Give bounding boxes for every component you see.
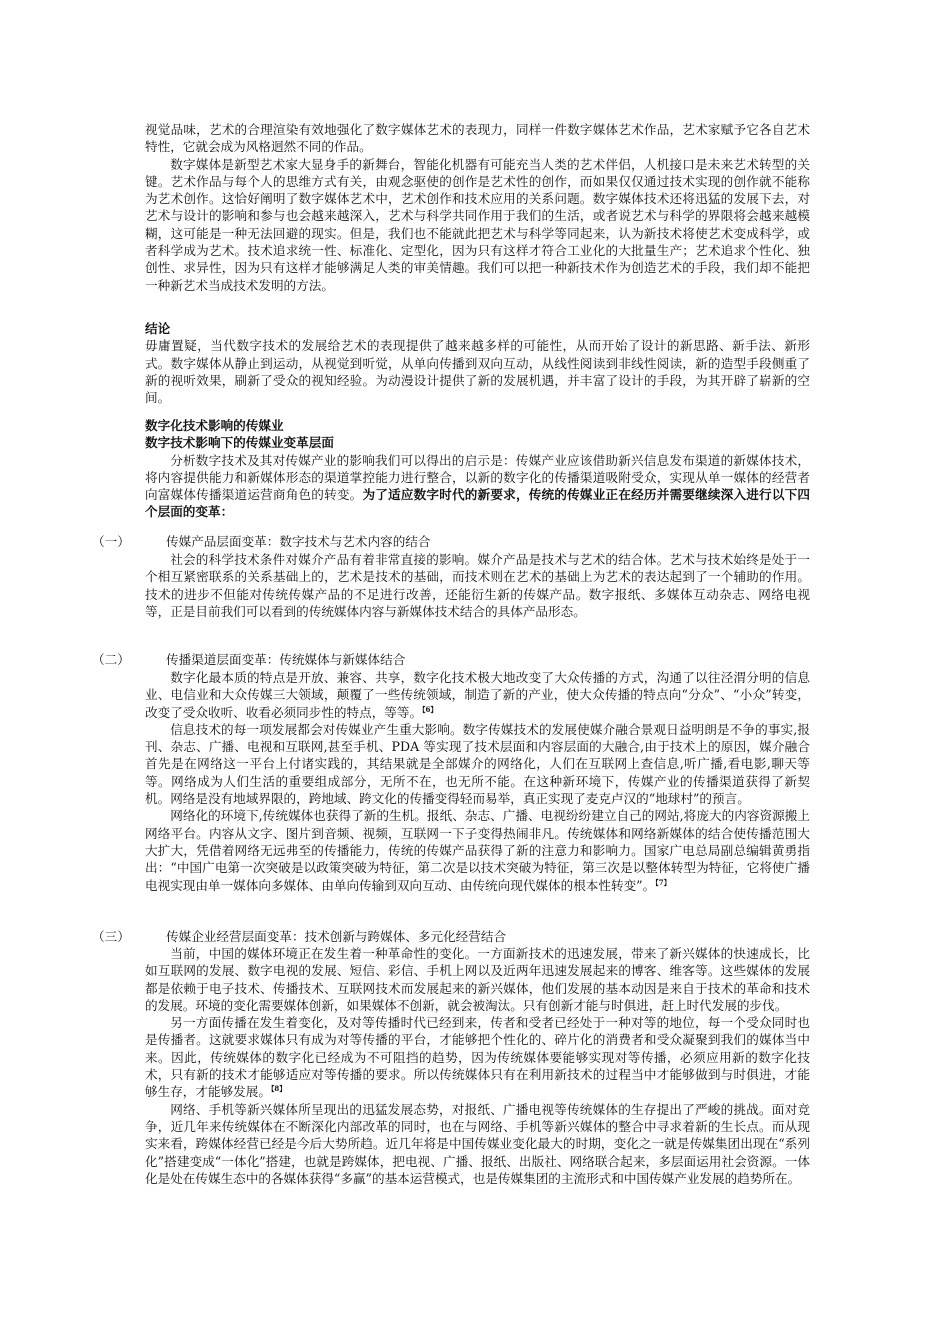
section-title: 数字化技术影响的传媒业 <box>145 418 284 433</box>
item-heading <box>0 928 820 946</box>
item-body <box>145 945 810 1187</box>
item-title: 传媒企业经营层面变革：技术创新与跨媒体、多元化经营结合 <box>166 929 507 944</box>
item-paragraph: 信息技术的每一项发展都会对传媒业产生重大影响。数字传媒技术的发展使媒介融合景观日益明朗是不争的事实,报刊、杂志、广播、电视和互联网,甚至手机、PDA 等实现了技术层面和内容层面的大融合,由于技术上的原因，媒介融合首先是在网络这一平台上付诸实践的，其结果就是全部媒介的网络化，人们在互联网上查信息,听广播,看电影,聊天等等。网络成为人们生活的重要组成部分，无所不在，也无所不能。在这种新环境下，传媒产业的传播渠道获得了新契机。网络是没有地域界限的，跨地域、跨文化的传播变得轻而易举，真正实现了麦克卢汉的“地球村”的预言。 <box>145 721 810 807</box>
section-intro-emphasis: 为了适应数字时代的新要求，传统的传媒业正在经历并需要继续深入进行以下四个层面的变革： <box>145 487 811 520</box>
item-paragraph-text: 另一方面传播在发生着变化，及对等传播时代已经到来，传者和受者已经处于一种对等的地位，每一个受众同时也是传播者。这就要求媒体只有成为对等传播的平台，才能够把个性化的、碎片化的消费者和受众凝聚到我们的媒体当中来。因此，传统媒体的数字化已经成为不可阻挡的趋势，因为传统媒体要能够实现对等传播，必须应用新的数字化技术，只有新的技术才能够适应对等传播的要求。所以传统媒体只有在利用新技术的过程当中才能够做到与时俱进，才能够生存，才能够发展。 <box>145 1015 810 1100</box>
item-number: （三） <box>92 929 130 944</box>
conclusion-heading: 结论 <box>145 321 171 336</box>
item-paragraph <box>145 807 810 893</box>
item-paragraph: 当前，中国的媒体环境正在发生着一种革命性的变化。一方面新技术的迅速发展，带来了新兴媒体的快速成长，比如互联网的发展、数字电视的发展、短信、彩信、手机上网以及近两年迅速发展起来的博客、维客等。这些媒体的发展都是依赖于电子技术、传播技术、互联网技术而发展起来的新兴媒体，他们发展的基本动因是来自于技术的革命和技术的发展。环境的变化需要媒体创新，如果媒体不创新，就会被淘汰。只有创新才能与时俱进，赶上时代发展的步伐。 <box>145 946 810 1013</box>
item-paragraph <box>145 1014 810 1100</box>
intro-paragraph: 视觉品味，艺术的合理渲染有效地强化了数字媒体艺术的表现力，同样一件数字媒体艺术作品，艺术家赋予它各自艺术特性，它就会成为风格迥然不同的作品。 <box>145 122 810 155</box>
item-heading <box>0 651 820 669</box>
item-paragraph: 网络、手机等新兴媒体所呈现出的迅猛发展态势，对报纸、广播电视等传统媒体的生存提出了严峻的挑战。面对竞争，近几年来传统媒体在不断深化内部改革的同时，也在与网络、手机等新兴媒体的整合中寻求着新的生长点。而从现实来看，跨媒体经营已经是今后大势所趋。近几年将是中国传媒业变化最大的时期，变化之一就是传媒集团出现在“系列化”搭建变成“一体化”搭建，也就是跨媒体，把电视、广播、报纸、出版社、网络联合起来，多层面运用社会资源。一体化是处在传媒生态中的各媒体获得“多赢”的基本运营模式，也是传媒集团的主流形式和中国传媒产业发展的趋势所在。 <box>145 1101 810 1186</box>
item-number: （一） <box>92 534 130 549</box>
intro-paragraph: 数字媒体是新型艺术家大显身手的新舞台，智能化机器有可能充当人类的艺术伴侣，人机接口是未来艺术转型的关键。艺术作品与每个人的思维方式有关，由观念驱使的创作是艺术性的创作，而如果仅仅通过技术实现的创作就不能称为艺术创作。这恰好阐明了数字媒体艺术中，艺术创作和技术应用的关系问题。数字媒体技术还将迅猛的发展下去，对艺术与设计的影响和参与也会越来越深入，艺术与科学共同作用于我们的生活，或者说艺术与科学的界限将会越来越模糊，这可能是一种无法回避的现实。但是，我们也不能就此把艺术与科学等同起来，认为新技术将使艺术变成科学，或者科学成为艺术。技术追求统一性、标准化、定型化，因为只有这样才符合工业化的大批量生产；艺术追求个性化、独创性、求异性，因为只有这样才能够满足人类的审美情趣。我们可以把一种新技术作为创造艺术的手段，我们却不能把一种新艺术当成技术发明的方法。 <box>145 156 810 293</box>
item-paragraph-text: 数字化最本质的特点是开放、兼容、共享，数字化技术极大地改变了大众传播的方式，沟通了以往泾渭分明的信息业、电信业和大众传媒三大领域，颠覆了一些传统领域，制造了新的产业，使大众传播的特点向“分众”、“小众”转变，改变了受众收听、收看必须同步性的特点，等等。 <box>145 670 810 720</box>
item-paragraph <box>145 669 810 721</box>
footnote-marker: 【8】 <box>270 1084 287 1094</box>
item-heading <box>0 533 820 551</box>
conclusion-block <box>145 320 810 406</box>
section-intro-text: 分析数字技术及其对传媒产业的影响我们可以得出的启示是：传媒产业应该借助新兴信息发布渠道的新媒体技术，将内容提供能力和新媒体形态的渠道掌控能力进行整合，以新的数字化的传播渠道吸附受众，实现从单一媒体的经营者向富媒体传播渠道运营商角色的转变。 <box>145 452 810 503</box>
section-block <box>145 417 810 521</box>
item-paragraph: 社会的科学技术条件对媒介产品有着非常直接的影响。媒介产品是技术与艺术的结合体。艺术与技术始终是处于一个相互紧密联系的关系基础上的，艺术是技术的基础，而技术则在艺术的基础上为艺术的表达起到了一个辅助的作用。技术的进步不但能对传统传媒产品的不足进行改善，还能衍生新的传媒产品。数字报纸、多媒体互动杂志、网络电视等，正是目前我们可以看到的传统媒体内容与新媒体技术结合的具体产品形态。 <box>145 552 810 619</box>
section-subtitle: 数字技术影响下的传媒业变革层面 <box>145 435 334 451</box>
item-title: 传媒产品层面变革：数字技术与艺术内容的结合 <box>166 534 431 549</box>
item-number: （二） <box>92 652 130 667</box>
footnote-marker: 【7】 <box>655 877 671 887</box>
conclusion-text: 毋庸置疑，当代数字技术的发展给艺术的表现提供了越来越多样的可能性，从而开始了设计的新思路、新手法、新形式。数字媒体从静止到运动，从视觉到听觉，从单向传播到双向互动，从线性阅读到非线性阅读，新的造型手段侧重了新的视听效果，刷新了受众的视知经验。为动漫设计提供了新的发展机遇，并丰富了设计的手段，为其开辟了崭新的空间。 <box>145 338 810 406</box>
footnote-marker: 【6】 <box>422 704 438 714</box>
item-body <box>145 551 810 620</box>
item-paragraph-text: 网络化的环境下,传统媒体也获得了新的生机。报纸、杂志、广播、电视纷纷建立自己的网站,将庞大的内容资源搬上网络平台。内容从文字、图片到音频、视频，互联网一下子变得热闹非凡。传统媒体和网络新媒体的结合使传播范围大大扩大，凭借着网络无远弗至的传播能力，传统的传媒产品获得了新的注意力和影响力。国家广电总局副总编辑黄勇指出：“中国广电第一次突破是以政策突破为特征，第二次是以技术突破为特征，第三次是以整体转型为特征，它将使广播电视实现由单一媒体向多媒体、由单向传输到双向互动、由传统向现代媒体的根本性转变”。 <box>145 808 810 893</box>
item-body <box>145 669 810 894</box>
item-title: 传播渠道层面变革：传统媒体与新媒体结合 <box>166 652 406 667</box>
section-intro <box>145 452 810 521</box>
intro-block <box>145 121 810 294</box>
